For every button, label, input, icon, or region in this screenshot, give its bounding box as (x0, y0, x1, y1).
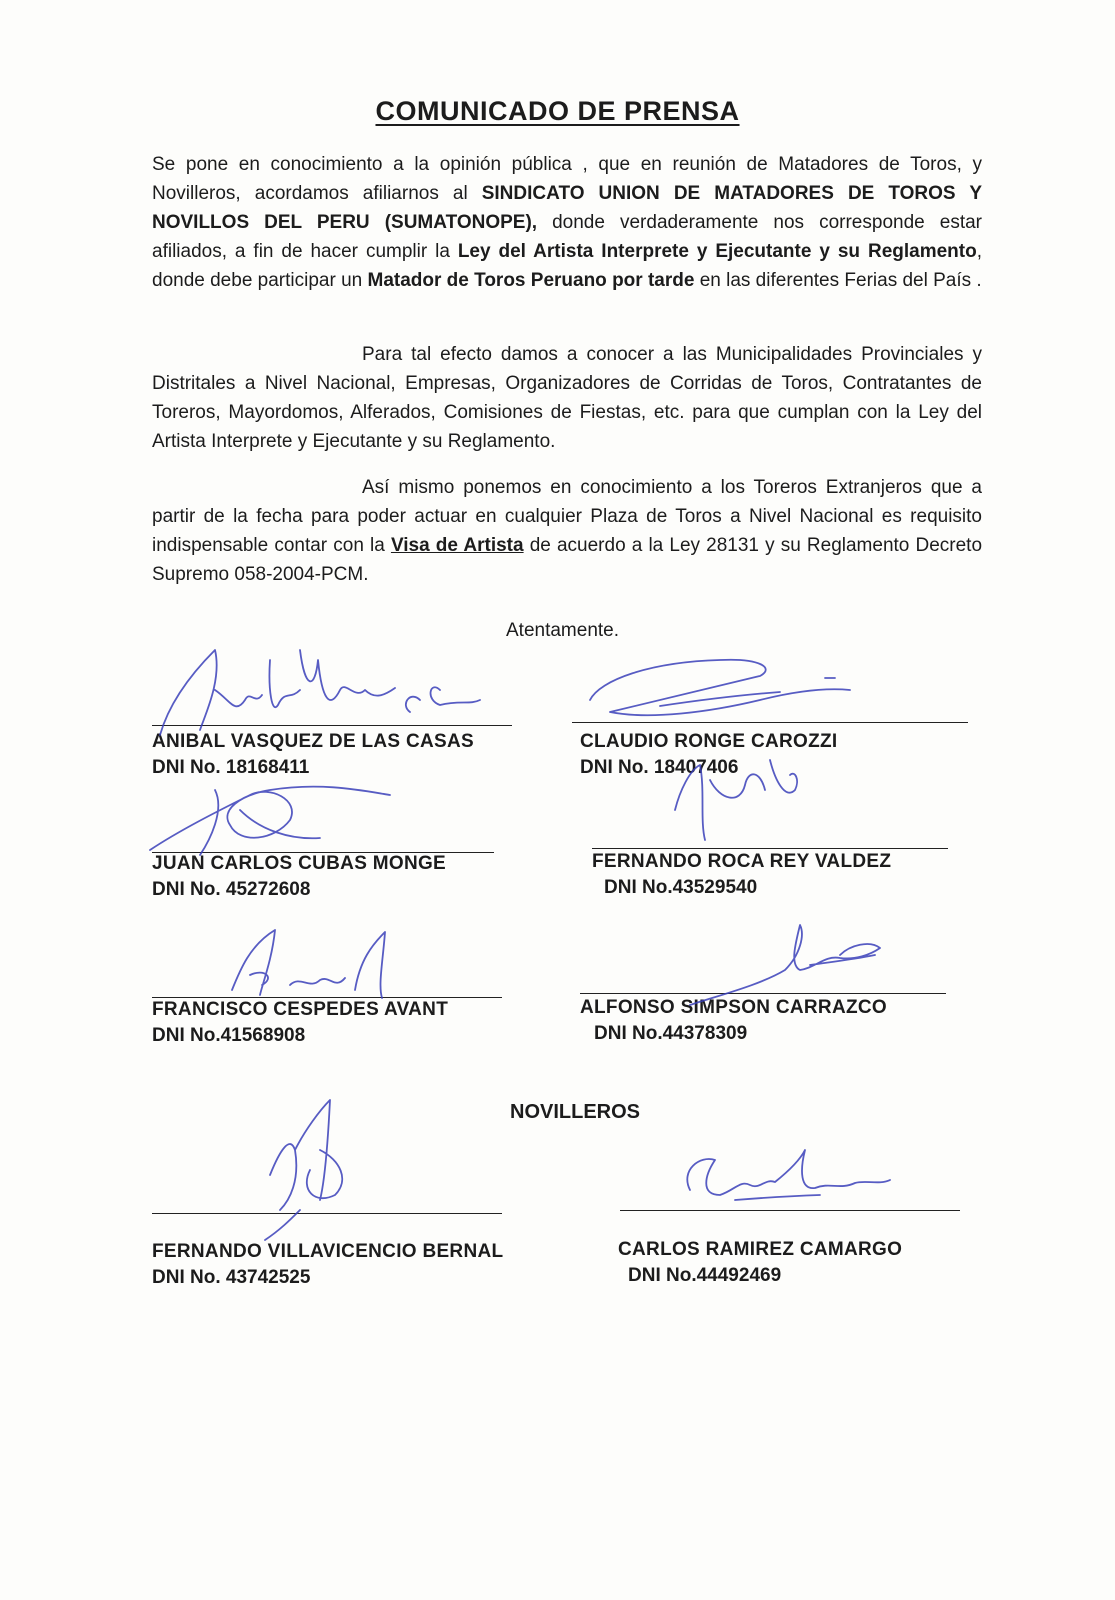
signature-anibal (160, 650, 480, 735)
p2-seg-0: Para tal efecto damos a conocer a las Municipalidades Provinciales y Distritales a Nivel Nacional, Empresas, Organizadores de Corridas de Toros, Contratantes de Toreros, Mayordomos, Alferados, Comisiones de Fiestas, etc. para que cumplan con la Ley del Artista Interprete y Ejecutante y su Reglamento. (152, 344, 982, 452)
p3-seg-0: Así mismo ponemos en conocimiento a los Toreros Extranjeros que a partir de la fecha para poder actuar en cualquier Plaza de Toros a Nivel Nacional es requisito indispensable contar con la (152, 477, 982, 556)
p1-seg-2: donde verdaderamente nos corresponde estar afiliados, a fin de hacer cumplir la (152, 212, 982, 262)
signatory-name: FRANCISCO CESPEDES AVANT (152, 999, 449, 1020)
p1-seg-5-matador: Matador de Toros Peruano por tarde (367, 270, 695, 291)
signature-line (152, 1213, 502, 1214)
p1-seg-4: , donde debe participar un (152, 241, 982, 291)
signatory-dni: DNI No. 45272608 (152, 879, 311, 900)
signatory-dni: DNI No. 43742525 (152, 1267, 311, 1288)
signature-line (572, 722, 968, 723)
signatory-name: ANIBAL VASQUEZ DE LAS CASAS (152, 731, 474, 752)
signatory-name: FERNANDO VILLAVICENCIO BERNAL (152, 1241, 504, 1262)
signatory-name: ALFONSO SIMPSON CARRAZCO (580, 997, 887, 1018)
signatory-dni: DNI No. 18407406 (580, 757, 739, 778)
p3-seg-2: de acuerdo a la Ley 28131 y su Reglamento Decreto Supremo 058-2004-PCM. (152, 535, 983, 585)
signatory-dni: DNI No.41568908 (152, 1025, 306, 1046)
signatory-name: CLAUDIO RONGE CAROZZI (580, 731, 838, 752)
signature-line (580, 993, 946, 994)
p1-seg-6: en las diferentes Ferias del País . (694, 270, 982, 291)
section-novilleros-heading: NOVILLEROS (510, 1101, 641, 1123)
signature-francisco (232, 930, 385, 998)
document-title-text: COMUNICADO DE PRENSA (375, 96, 740, 126)
signatory-dni: DNI No.44492469 (628, 1265, 782, 1286)
paragraph-3 (152, 473, 982, 589)
signature-line (152, 725, 512, 726)
signature-fernando-villavicencio (265, 1100, 342, 1240)
signature-line (620, 1210, 960, 1211)
signature-juan-carlos (150, 787, 390, 855)
p3-seg-1-visa: Visa de Artista (390, 535, 524, 556)
document-title (0, 96, 1115, 127)
signature-line (592, 848, 948, 849)
signatory-dni: DNI No.44378309 (594, 1023, 748, 1044)
signatory-name: JUAN CARLOS CUBAS MONGE (152, 853, 447, 874)
paragraph-1 (152, 150, 982, 295)
signatory-dni: DNI No. 18168411 (152, 757, 310, 778)
signatory-dni: DNI No.43529540 (604, 877, 758, 898)
signatory-name: CARLOS RAMIREZ CAMARGO (618, 1239, 903, 1260)
p1-seg-0: Se pone en conocimiento a la opinión pública , que en reunión de Matadores de Toros, y Novilleros, acordamos afiliarnos al (152, 154, 982, 204)
signature-claudio (590, 660, 850, 715)
closing-text: Atentamente. (506, 620, 620, 641)
paragraph-2 (152, 340, 982, 456)
signature-line (152, 997, 502, 998)
signatory-name: FERNANDO ROCA REY VALDEZ (592, 851, 892, 872)
p1-seg-1-union-name: SINDICATO UNION DE MATADORES DE TOROS Y NOVILLOS DEL PERU (SUMATONOPE), (152, 183, 982, 233)
signature-carlos-ramirez (687, 1150, 890, 1200)
p1-seg-3-law-name: Ley del Artista Interprete y Ejecutante y su Reglamento (457, 241, 977, 262)
